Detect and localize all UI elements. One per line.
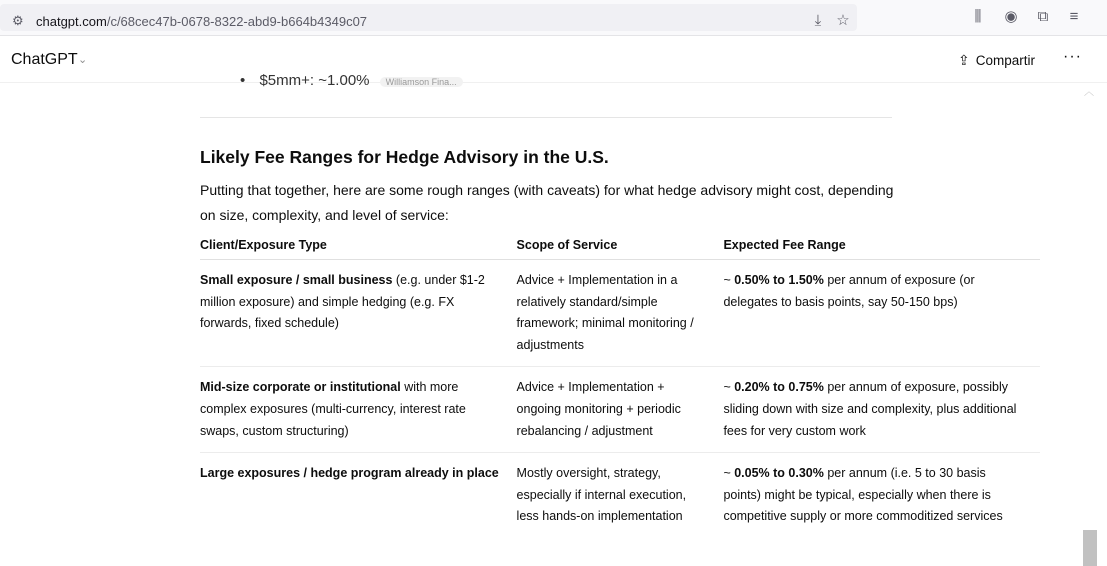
cell-text: with more complex exposures (multi-currency, interest rate swaps, custom structuring) xyxy=(200,380,466,438)
scroll-up-icon[interactable]: ︿ xyxy=(1084,87,1094,98)
cut-off-bullet-text: $5mm+: ~1.00% xyxy=(259,72,370,89)
chat-header xyxy=(0,36,1107,83)
cell-text: per annum of exposure (or delegates to basis points, say 50-150 bps) xyxy=(723,273,975,309)
upload-icon: ⇪ xyxy=(958,51,970,68)
browser-toolbar xyxy=(0,0,1107,36)
extensions-icon[interactable]: ⧉ xyxy=(1037,8,1049,25)
cell-text: (e.g. under $1-2 million exposure) and simple hedging (e.g. FX forwards, fixed schedule) xyxy=(200,273,485,331)
chevron-down-icon[interactable]: ⌄ xyxy=(78,54,88,66)
cell-text: per annum (i.e. 5 to 30 basis points) might be typical, especially when there is competitive supply or more commoditized services xyxy=(723,466,1003,524)
share-button[interactable] xyxy=(958,50,1035,70)
source-chip[interactable]: Williamson Fina... xyxy=(380,77,463,87)
download-icon[interactable]: ⤓ xyxy=(814,12,822,29)
bullet-dot: • xyxy=(240,72,246,89)
cut-off-bullet xyxy=(240,72,500,92)
table-row xyxy=(200,453,1040,538)
column-header: Client/Exposure Type xyxy=(200,234,517,260)
cell-emphasis: Small exposure / small business xyxy=(200,273,393,287)
star-icon[interactable]: ☆ xyxy=(836,12,850,29)
more-options-button[interactable]: ··· xyxy=(1063,48,1082,65)
cell-text: per annum of exposure, possibly sliding down with size and complexity, plus additional fees for very custom work xyxy=(723,380,1017,438)
column-header: Expected Fee Range xyxy=(723,234,1040,260)
site-settings-icon[interactable]: ⚙ xyxy=(12,13,24,28)
table-row xyxy=(200,367,1040,453)
section-divider xyxy=(200,117,892,118)
table-cell xyxy=(200,453,517,538)
table-cell xyxy=(200,260,517,367)
table-cell xyxy=(200,367,517,453)
cell-emphasis: Mid-size corporate or institutional xyxy=(200,380,401,395)
table-cell xyxy=(723,453,1040,538)
url-host: chatgpt.com xyxy=(36,14,107,29)
cell-emphasis: Large exposures / hedge program already in place xyxy=(200,466,499,481)
url-text[interactable] xyxy=(36,14,367,29)
section-title: Likely Fee Ranges for Hedge Advisory in the U.S. xyxy=(200,147,609,167)
table-cell: Advice + Implementation + ongoing monitoring + periodic rebalancing / adjustment xyxy=(517,367,724,453)
fee-table xyxy=(200,234,1040,538)
table-row xyxy=(200,260,1040,367)
library-icon[interactable]: ⫼ xyxy=(974,8,982,25)
table-cell xyxy=(723,367,1040,453)
model-selector-label[interactable]: ChatGPT xyxy=(11,51,78,68)
fee-range: 0.05% to 0.30% xyxy=(734,466,824,481)
account-icon[interactable]: ◉ xyxy=(1004,8,1018,25)
table-header-row xyxy=(200,234,1040,260)
url-path: /c/68cec47b-0678-8322-abd9-b664b4349c07 xyxy=(106,14,368,29)
fee-range: 0.20% to 0.75% xyxy=(734,380,824,395)
fee-range: 0.50% to 1.50% xyxy=(734,273,824,287)
table-cell: Advice + Implementation in a relatively standard/simple framework; minimal monitoring / adjustments xyxy=(517,260,724,367)
column-header: Scope of Service xyxy=(517,234,724,260)
share-button-label: Compartir xyxy=(975,52,1035,68)
intro-paragraph: Putting that together, here are some rough ranges (with caveats) for what hedge advisory might cost, depending on size, complexity, and level of service: xyxy=(200,182,894,223)
cell-text: ~ xyxy=(723,466,735,481)
table-cell xyxy=(723,260,1040,367)
table-cell: Mostly oversight, strategy, especially if internal execution, less hands-on implementation xyxy=(516,466,687,524)
address-bar[interactable] xyxy=(0,4,857,31)
scrollbar-thumb[interactable] xyxy=(1083,530,1097,566)
hamburger-menu-icon[interactable]: ≡ xyxy=(1069,8,1079,25)
cell-text: ~ xyxy=(723,273,735,287)
cell-text: ~ xyxy=(723,380,735,395)
